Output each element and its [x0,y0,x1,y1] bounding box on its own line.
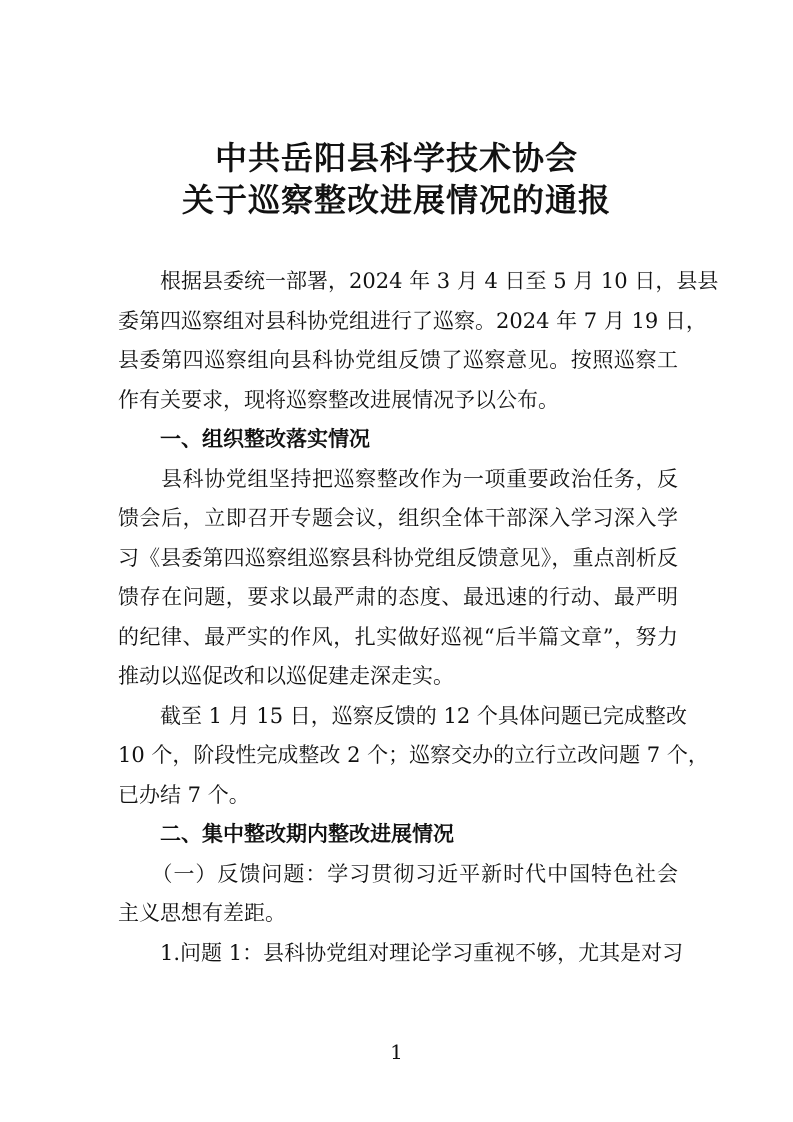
body-text-line: 作有关要求，现将巡察整改进展情况予以公布。 [118,388,559,412]
section-heading: 二、集中整改期内整改进展情况 [118,822,454,846]
body-text-line: 习《县委第四巡察组巡察县科协党组反馈意见》，重点剖析反 [118,546,678,570]
body-text-line: 委第四巡察组对县科协党组进行了巡察。2024 年 7 月 19 日， [118,309,707,333]
body-text-line: 1.问题 1：县科协党组对理论学习重视不够，尤其是对习 [118,941,684,965]
section-heading: 一、组织整改落实情况 [118,427,370,451]
body-text-line: 主义思想有差距。 [118,901,286,925]
document-title-line-1: 中共岳阳县科学技术协会 [214,139,578,177]
body-text-line: 推动以巡促改和以巡促建走深走实。 [118,664,454,688]
body-text-line: 县委第四巡察组向县科协党组反馈了巡察意见。按照巡察工 [118,348,678,372]
body-text-line: 馈会后，立即召开专题会议，组织全体干部深入学习深入学 [118,506,678,530]
body-text-line: 馈存在问题，要求以最严肃的态度、最迅速的行动、最严明 [118,585,678,609]
body-text-line: 的纪律、最严实的作风，扎实做好巡视“后半篇文章”，努力 [118,625,678,649]
body-text-line: 县科协党组坚持把巡察整改作为一项重要政治任务，反 [118,467,678,491]
body-text-line: （一）反馈问题：学习贯彻习近平新时代中国特色社会 [118,862,678,886]
body-text-line: 10 个，阶段性完成整改 2 个；巡察交办的立行立改问题 7 个， [118,743,709,767]
body-text-line: 根据县委统一部署，2024 年 3 月 4 日至 5 月 10 日，县县 [118,269,719,293]
body-text-line: 截至 1 月 15 日，巡察反馈的 12 个具体问题已完成整改 [118,704,687,728]
page-number: 1 [390,1040,403,1064]
document-title-line-2: 关于巡察整改进展情况的通报 [181,181,611,219]
body-text-line: 已办结 7 个。 [118,783,250,807]
